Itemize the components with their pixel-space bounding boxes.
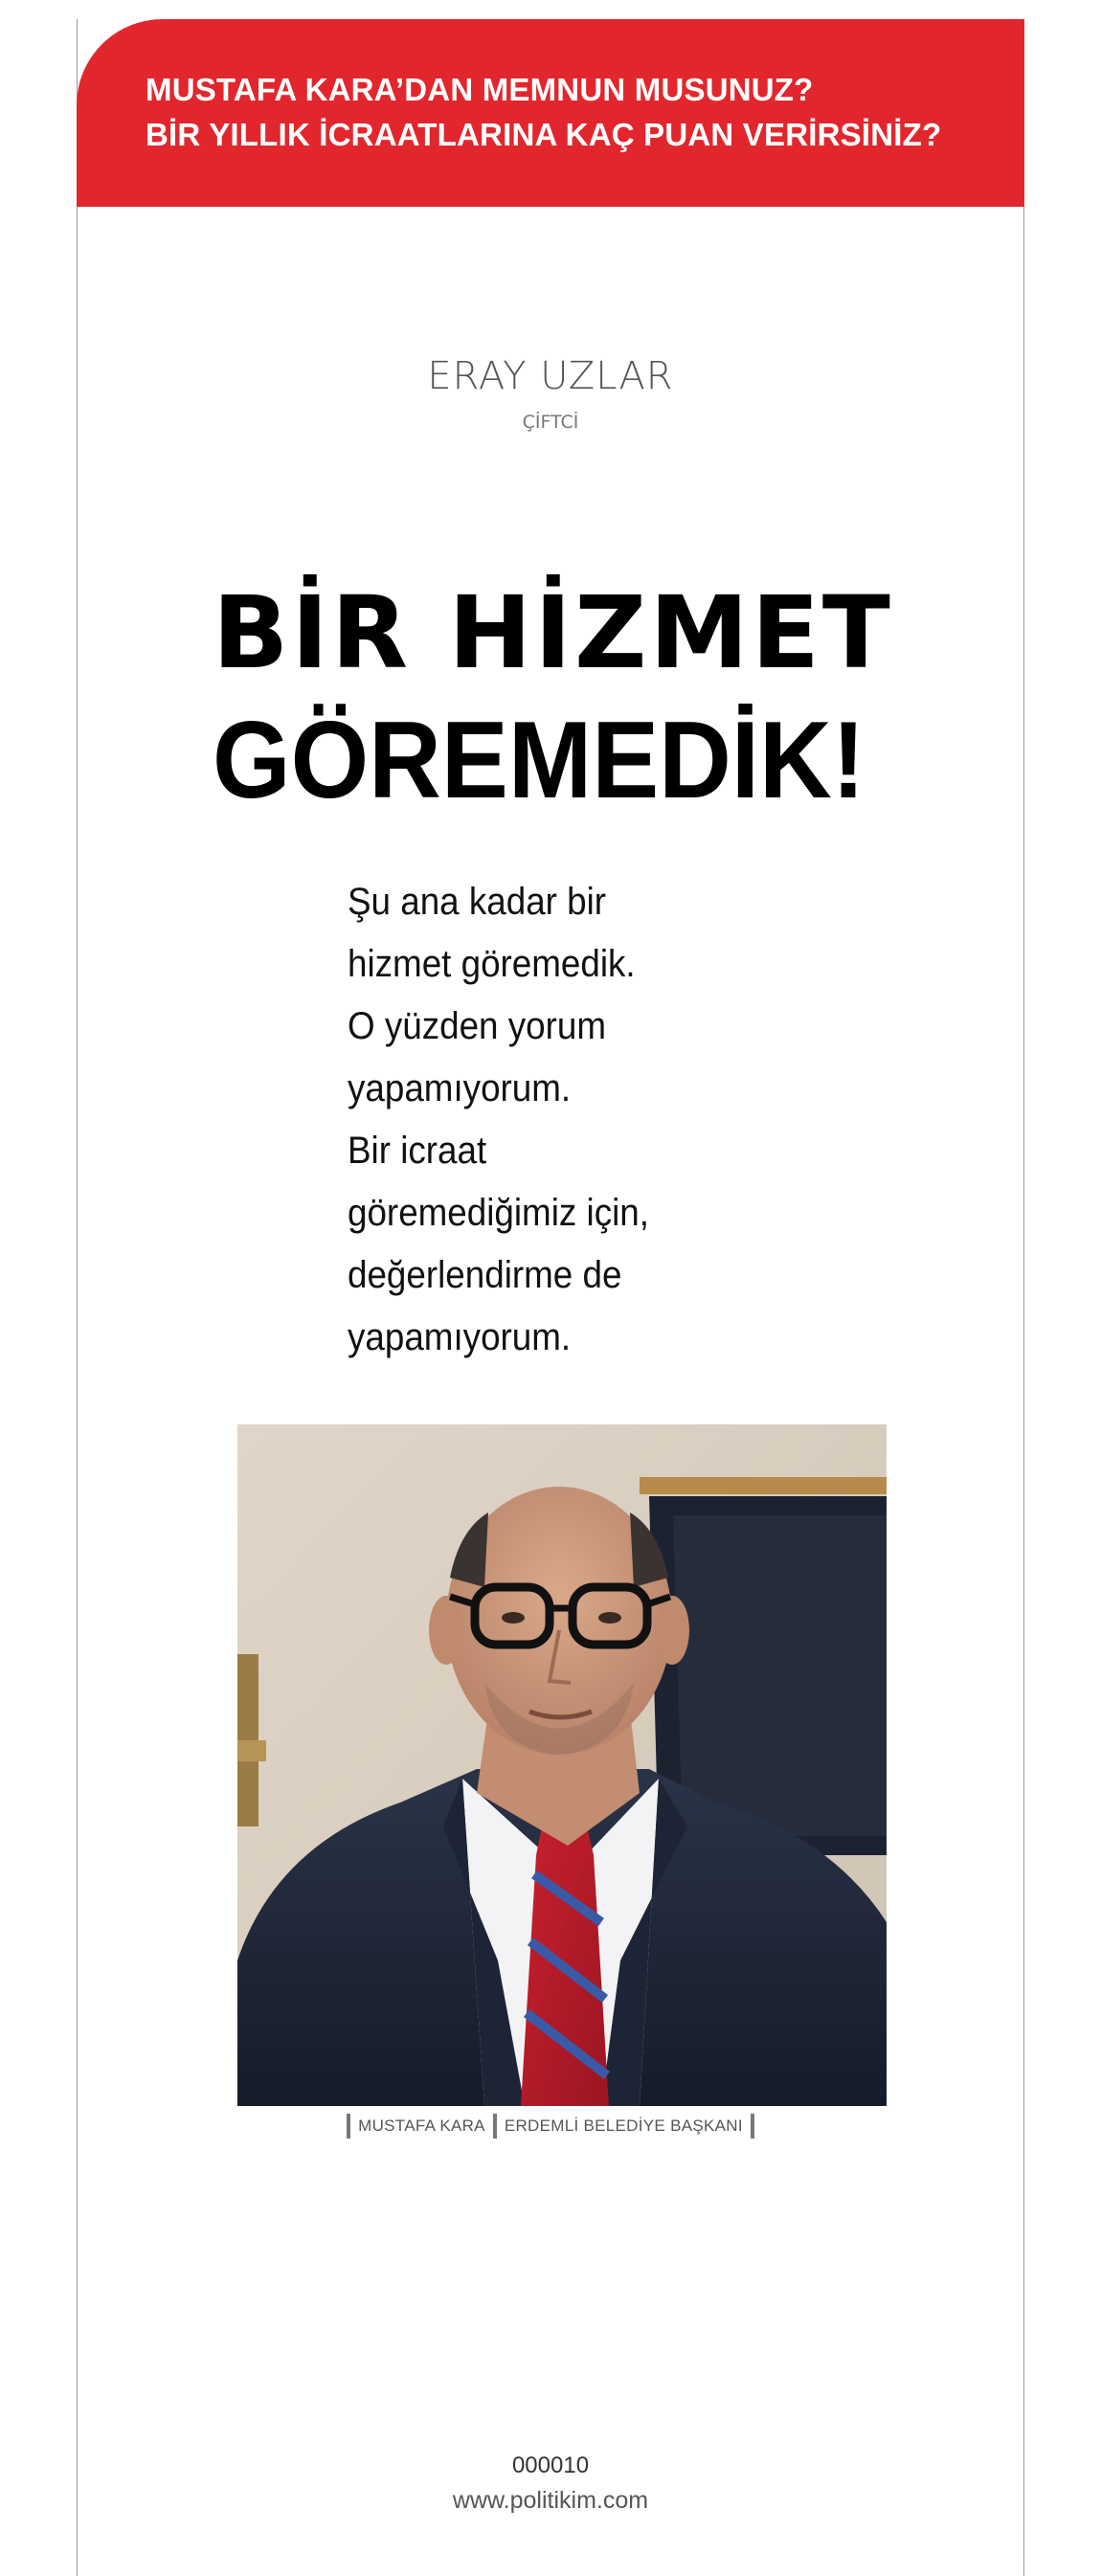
caption-divider <box>347 2114 350 2139</box>
author-name: ERAY UZLAR <box>427 354 674 398</box>
photo-caption <box>0 2114 1101 2139</box>
caption-divider <box>493 2114 497 2139</box>
quote-line: değerlendirme de <box>348 1254 622 1296</box>
header-question-2: BİR YILLIK İCRAATLARINA KAÇ PUAN VERİRSİNİZ? <box>146 117 942 152</box>
header-banner <box>77 19 1024 207</box>
headline-line-1: BİR HİZMET <box>213 574 893 691</box>
quote-line: O yüzden yorum <box>348 1005 606 1047</box>
quote-line: hizmet göremedik. <box>348 943 636 985</box>
headline-line-2: GÖREMEDİK! <box>213 700 865 821</box>
portrait-photo <box>237 1424 887 2106</box>
caption-name: MUSTAFA KARA <box>358 2117 485 2135</box>
caption-divider <box>751 2114 754 2139</box>
reference-code: 000010 <box>511 2453 590 2478</box>
quote-line: Şu ana kadar bir <box>348 881 607 923</box>
quote-text <box>348 871 845 1369</box>
website-link[interactable]: www.politikim.com <box>452 2487 649 2514</box>
quote-line: göremediğimiz için, <box>348 1192 649 1234</box>
quote-line: yapamıyorum. <box>348 1067 572 1109</box>
caption-title: ERDEMLİ BELEDİYE BAŞKANI <box>504 2117 743 2135</box>
quote-line: yapamıyorum. <box>348 1316 572 1358</box>
header-question-1: MUSTAFA KARA’DAN MEMNUN MUSUNUZ? <box>146 72 814 107</box>
author-occupation: ÇİFTCİ <box>522 412 579 433</box>
headline <box>213 574 922 831</box>
quote-line: Bir icraat <box>348 1130 487 1172</box>
